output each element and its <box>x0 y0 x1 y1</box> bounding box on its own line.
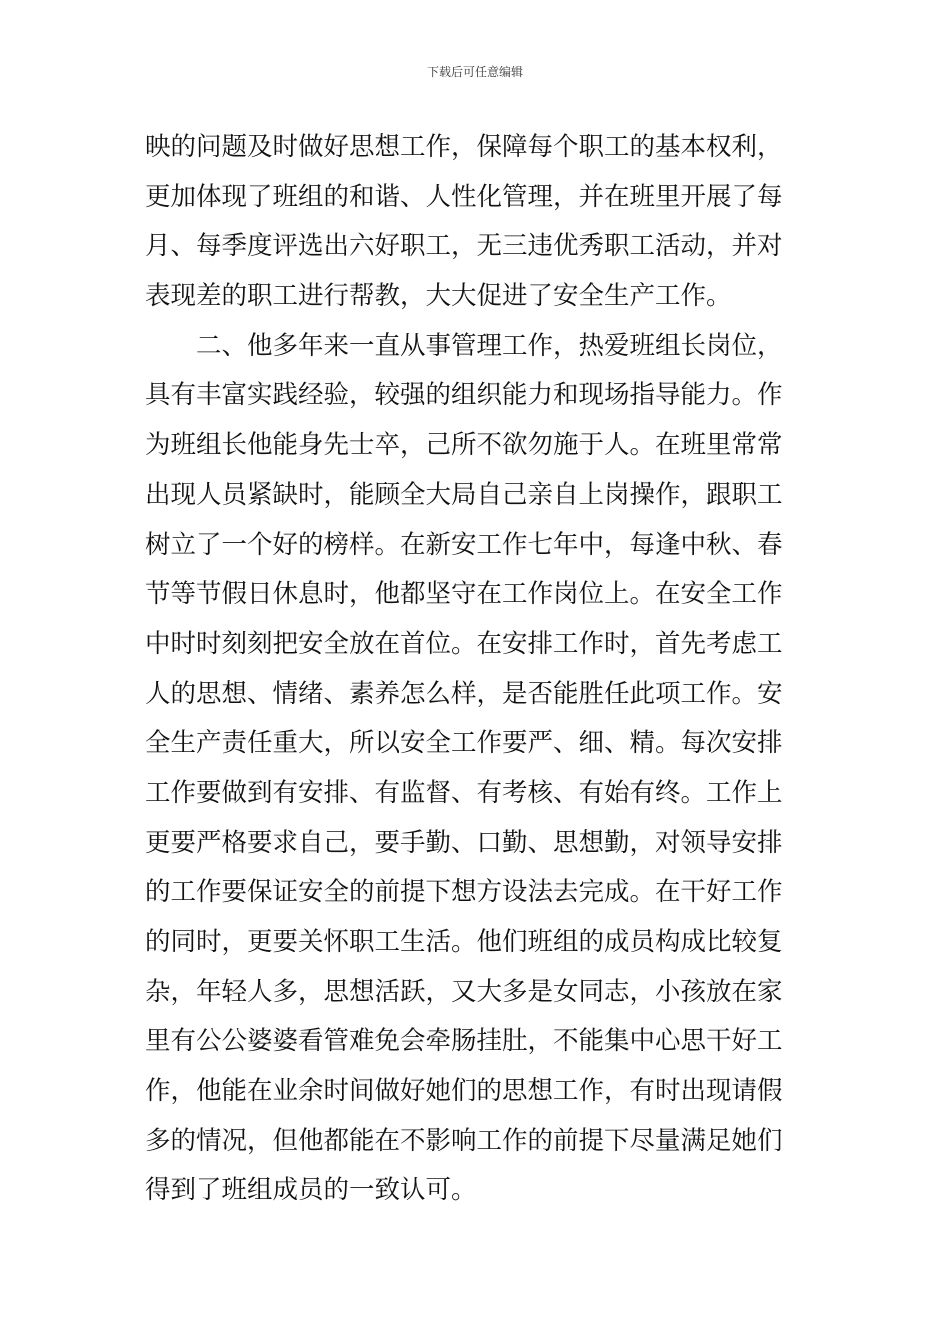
page-header-note: 下载后可任意编辑 <box>426 65 523 79</box>
text-line: 具有丰富实践经验，较强的组织能力和现场指导能力。作 <box>145 380 783 411</box>
text-line: 得到了班组成员的一致认可。 <box>145 1175 477 1206</box>
text-line: 映的问题及时做好思想工作，保障每个职工的基本权利， <box>145 132 783 162</box>
text-line: 作，他能在业余时间做好她们的思想工作，有时出现请假 <box>145 1076 783 1107</box>
text-line: 月、每季度评选出六好职工，无三违优秀职工活动，并对 <box>145 231 783 262</box>
paragraph-2 <box>145 322 807 1216</box>
text-line: 节等节假日休息时，他都坚守在工作岗位上。在安全工作 <box>145 579 783 610</box>
text-line: 里有公公婆婆看管难免会牵肠挂肚，不能集中心思干好工 <box>145 1026 783 1057</box>
text-line: 人的思想、情绪、素养怎么样，是否能胜任此项工作。安 <box>145 678 783 709</box>
text-line: 为班组长他能身先士卒，己所不欲勿施于人。在班里常常 <box>145 430 783 461</box>
text-line: 全生产责任重大，所以安全工作要严、细、精。每次安排 <box>145 728 783 759</box>
text-line: 表现差的职工进行帮教，大大促进了安全生产工作。 <box>145 281 732 312</box>
text-line: 更要严格要求自己，要手勤、口勤、思想勤，对领导安排 <box>145 827 783 858</box>
text-line: 工作要做到有安排、有监督、有考核、有始有终。工作上 <box>145 777 783 808</box>
text-line: 二、他多年来一直从事管理工作，热爱班组长岗位， <box>196 330 783 361</box>
document-body <box>145 123 807 1216</box>
text-line: 出现人员紧缺时，能顾全大局自己亲自上岗操作，跟职工 <box>145 479 783 510</box>
text-line: 更加体现了班组的和谐、人性化管理，并在班里开展了每 <box>145 181 783 212</box>
text-line: 的同时，更要关怀职工生活。他们班组的成员构成比较复 <box>145 927 783 957</box>
text-line: 杂，年轻人多，思想活跃，又大多是女同志，小孩放在家 <box>145 976 783 1007</box>
text-line: 中时时刻刻把安全放在首位。在安排工作时，首先考虑工 <box>145 628 783 659</box>
text-line: 树立了一个好的榜样。在新安工作七年中，每逢中秋、春 <box>145 529 783 560</box>
text-line: 的工作要保证安全的前提下想方设法去完成。在干好工作 <box>145 877 783 908</box>
paragraph-1 <box>145 123 807 322</box>
text-line: 多的情况，但他都能在不影响工作的前提下尽量满足她们 <box>145 1125 783 1156</box>
